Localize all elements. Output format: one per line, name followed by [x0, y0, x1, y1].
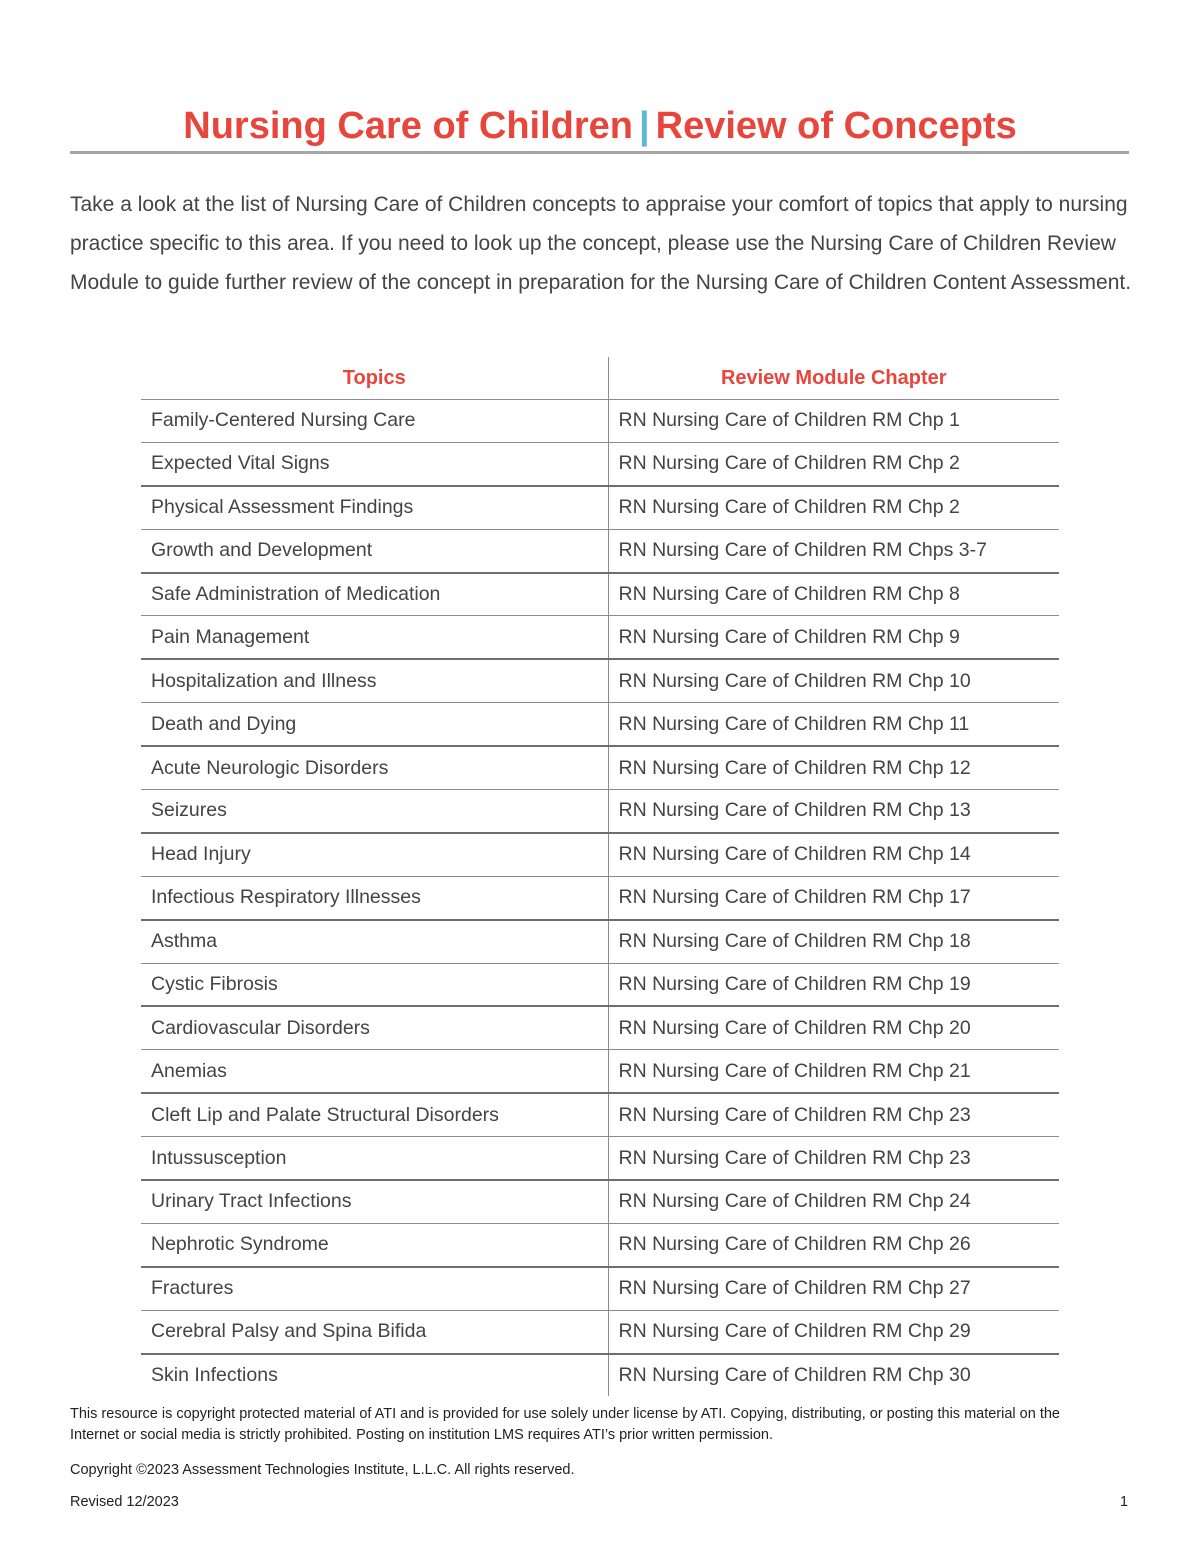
topic-cell: Intussusception [141, 1137, 608, 1180]
table-row [141, 486, 1059, 529]
chapter-cell: RN Nursing Care of Children RM Chp 23 [608, 1137, 1059, 1180]
table-row [141, 1006, 1059, 1049]
topic-cell: Cleft Lip and Palate Structural Disorders [141, 1093, 608, 1136]
chapter-cell: RN Nursing Care of Children RM Chp 11 [608, 703, 1059, 746]
table-row [141, 920, 1059, 963]
table-row [141, 1354, 1059, 1397]
chapter-cell: RN Nursing Care of Children RM Chp 9 [608, 616, 1059, 659]
title-right: Review of Concepts [655, 105, 1017, 148]
topic-cell: Physical Assessment Findings [141, 486, 608, 529]
topic-cell: Seizures [141, 790, 608, 833]
table-row [141, 746, 1059, 789]
topics-table-container [141, 357, 1059, 1396]
table-row [141, 1050, 1059, 1093]
topic-cell: Death and Dying [141, 703, 608, 746]
table-row [141, 790, 1059, 833]
topic-cell: Infectious Respiratory Illnesses [141, 876, 608, 919]
topic-cell: Asthma [141, 920, 608, 963]
topic-cell: Growth and Development [141, 529, 608, 572]
topic-cell: Urinary Tract Infections [141, 1180, 608, 1223]
table-row [141, 529, 1059, 572]
topic-cell: Safe Administration of Medication [141, 573, 608, 616]
table-row [141, 1180, 1059, 1223]
topic-cell: Pain Management [141, 616, 608, 659]
chapter-cell: RN Nursing Care of Children RM Chp 1 [608, 400, 1059, 443]
chapter-cell: RN Nursing Care of Children RM Chp 30 [618, 1364, 971, 1387]
chapter-cell: RN Nursing Care of Children RM Chps 3-7 [608, 529, 1059, 572]
topic-cell: Anemias [141, 1050, 608, 1093]
chapter-cell: RN Nursing Care of Children RM Chp 26 [608, 1223, 1059, 1266]
chapter-cell: RN Nursing Care of Children RM Chp 10 [608, 659, 1059, 702]
header-topics: Topics [141, 357, 608, 400]
chapter-cell: RN Nursing Care of Children RM Chp 24 [608, 1180, 1059, 1223]
table-row [141, 1267, 1059, 1310]
chapter-cell: RN Nursing Care of Children RM Chp 20 [608, 1006, 1059, 1049]
table-row [141, 616, 1059, 659]
chapter-cell: RN Nursing Care of Children RM Chp 14 [608, 833, 1059, 876]
title-divider [70, 151, 1129, 154]
table-header-row [141, 357, 1059, 400]
chapter-cell: RN Nursing Care of Children RM Chp 27 [608, 1267, 1059, 1310]
header-review-module-chapter: Review Module Chapter [608, 357, 1059, 400]
topic-cell: Family-Centered Nursing Care [141, 400, 608, 443]
topic-cell: Nephrotic Syndrome [141, 1223, 608, 1266]
topic-cell: Fractures [141, 1267, 608, 1310]
chapter-cell: RN Nursing Care of Children RM Chp 2 [608, 442, 1059, 485]
table-row [141, 400, 1059, 443]
table-row [141, 876, 1059, 919]
chapter-cell: RN Nursing Care of Children RM Chp 8 [608, 573, 1059, 616]
chapter-cell: RN Nursing Care of Children RM Chp 17 [608, 876, 1059, 919]
table-row [141, 1137, 1059, 1180]
chapter-cell: RN Nursing Care of Children RM Chp 21 [608, 1050, 1059, 1093]
chapter-cell: RN Nursing Care of Children RM Chp 23 [608, 1093, 1059, 1136]
chapter-cell: RN Nursing Care of Children RM Chp 12 [608, 746, 1059, 789]
topic-cell: Acute Neurologic Disorders [141, 746, 608, 789]
topic-cell: Skin Infections [141, 1354, 608, 1397]
table-row [141, 1093, 1059, 1136]
topics-table [141, 357, 1059, 1396]
table-row [141, 442, 1059, 485]
title-separator: | [639, 105, 650, 148]
topic-cell: Head Injury [141, 833, 608, 876]
topic-cell: Hospitalization and Illness [141, 659, 608, 702]
table-row [141, 1310, 1059, 1353]
table-row [141, 963, 1059, 1006]
table-row [141, 573, 1059, 616]
chapter-cell: RN Nursing Care of Children RM Chp 13 [608, 790, 1059, 833]
page-number: 1 [1120, 1494, 1129, 1510]
chapter-cell: RN Nursing Care of Children RM Chp 18 [608, 920, 1059, 963]
topic-cell: Expected Vital Signs [141, 442, 608, 485]
title-left: Nursing Care of Children [183, 105, 633, 148]
copyright-line: Copyright ©2023 Assessment Technologies Institute, L.L.C. All rights reserved. [70, 1462, 575, 1478]
topic-cell: Cerebral Palsy and Spina Bifida [141, 1310, 608, 1353]
copyright-notice: This resource is copyright protected material of ATI and is provided for use solely under license by ATI. Copying, distributing, or posting this material on the Internet or social media is strictly prohibited. Posting on institution LMS requires ATI’s prior written permission. [70, 1406, 1060, 1443]
intro-paragraph: Take a look at the list of Nursing Care of Children concepts to appraise your comfort of topics that apply to nursing practice specific to this area. If you need to look up the concept, please use the Nursing Care of Children Review Module to guide further review of the concept in preparation for the Nursing Care of Children Content Assessment. [70, 193, 1132, 294]
table-row [141, 833, 1059, 876]
chapter-cell: RN Nursing Care of Children RM Chp 2 [608, 486, 1059, 529]
revised-date: Revised 12/2023 [70, 1494, 179, 1510]
topic-cell: Cystic Fibrosis [141, 963, 608, 1006]
chapter-cell: RN Nursing Care of Children RM Chp 19 [608, 963, 1059, 1006]
chapter-cell: RN Nursing Care of Children RM Chp 29 [608, 1310, 1059, 1353]
table-row [141, 703, 1059, 746]
table-row [141, 1223, 1059, 1266]
page-title [0, 99, 1200, 153]
topics-table-body [141, 400, 1059, 1397]
table-row [141, 659, 1059, 702]
topic-cell: Cardiovascular Disorders [141, 1006, 608, 1049]
